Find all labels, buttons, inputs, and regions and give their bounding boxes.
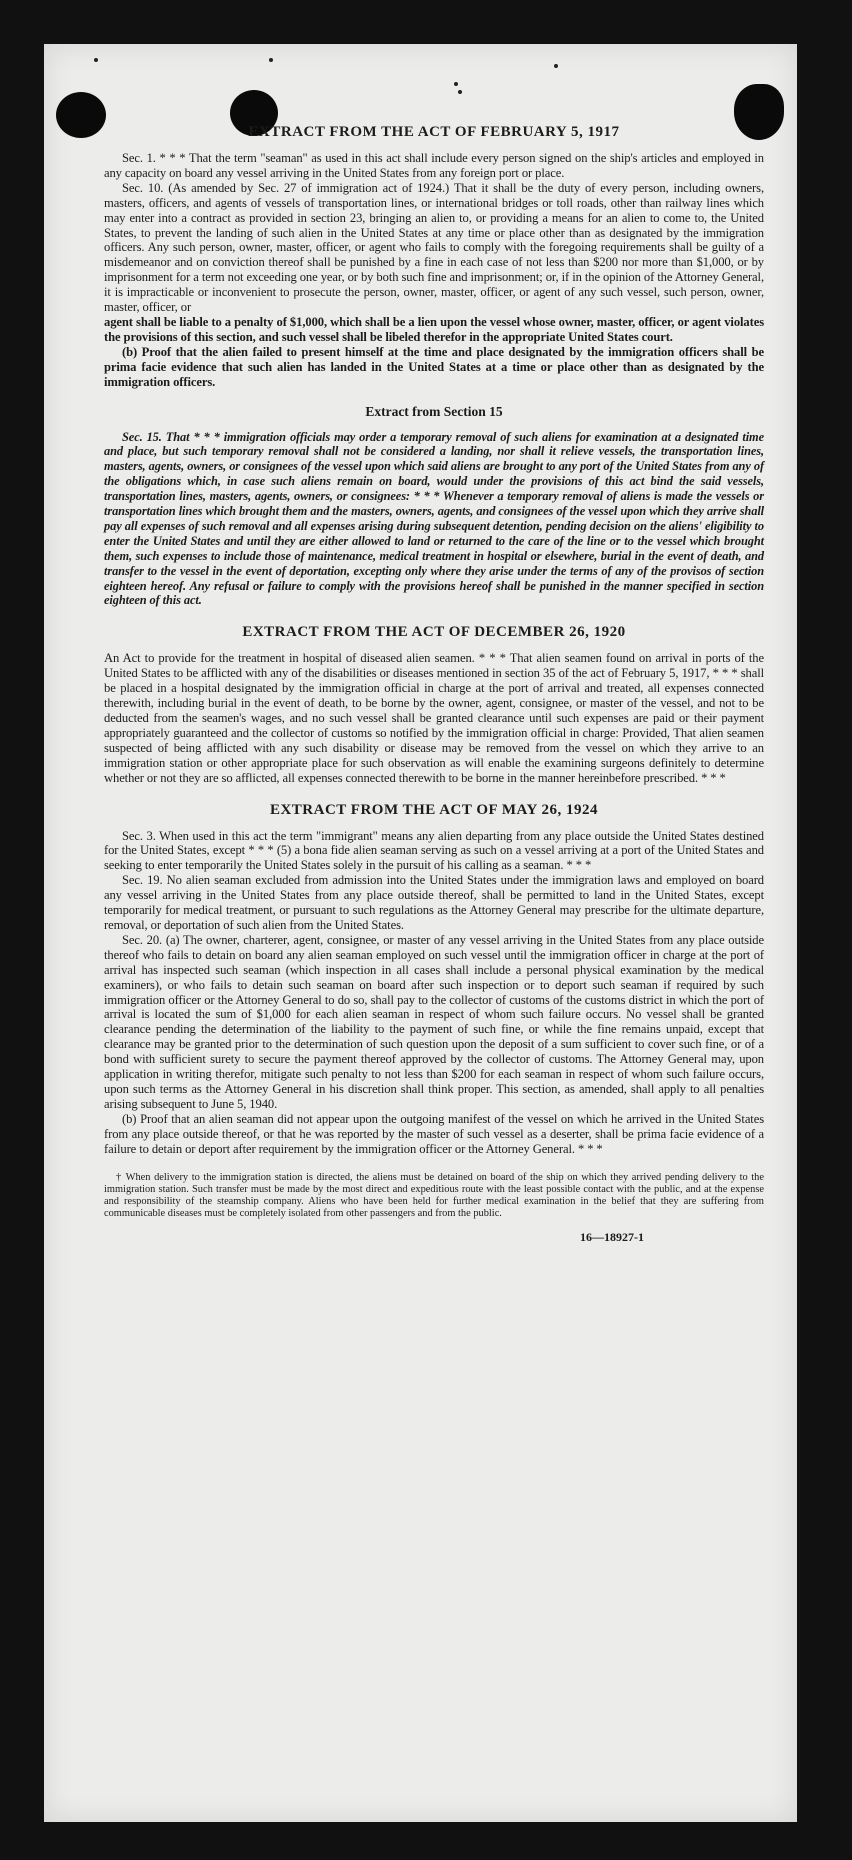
speck <box>554 64 558 68</box>
speck <box>269 58 273 62</box>
speck <box>454 82 458 86</box>
paragraph-sec-20-b: (b) Proof that an alien seaman did not appear upon the outgoing manifest of the vessel on which he arrived in the United States from any place outside thereof, or that he was reported by the master of such vessel as a deserter, shall be prima facie evidence of a failure to detain or deport after requirement by the immigration officer or the Attorney General. * * * <box>104 1111 764 1156</box>
paragraph-sec-20-a: Sec. 20. (a) The owner, charterer, agent, consignee, or master of any vessel arriving in the United States from any place outside thereof who fails to detain on board any alien seaman employed on such vessel until the immigration officer in charge at the port of arrival has inspected such seaman (which inspection in all cases shall include a personal physical examination by the medical examiners), or who fails to detain such seaman on board after such inspection or to deport such seaman if required by such immigration officer or the Attorney General to do so, shall pay to the collector of customs of the customs district in which the port of arrival is located the sum of $1,000 for each alien seaman in respect of whom such failure occurs. No vessel shall be granted clearance pending the determination of the liability to the payment of such fine, or while the fine remains unpaid, except that clearance may be granted prior to the determination of such question upon the deposit of a sum sufficient to cover such fine, or of a bond with sufficient surety to secure the payment thereof approved by the collector of customs. The Attorney General may, upon application in writing therefor, mitigate such penalty to not less than $200 for each seaman in respect of whom such failure occurs, upon such terms as the Attorney General in his discretion shall think proper. This section, as amended, shall apply to all penalties arising subsequent to June 5, 1940. <box>104 932 764 1111</box>
heading-act-1917: EXTRACT FROM THE ACT OF FEBRUARY 5, 1917 <box>248 124 620 140</box>
document-page <box>44 44 797 1822</box>
paragraph-sec-10-b: (b) Proof that the alien failed to present himself at the time and place designated by the immigration officers shall be prima facie evidence that such alien has landed in the United States at a time or place other than as designated by the immigration officers. <box>104 344 764 389</box>
paragraph-sec-3: Sec. 3. When used in this act the term "immigrant" means any alien departing from any place outside the United States destined for the United States, except * * * (5) a bona fide alien seaman serving as such on a vessel arriving at a port of the United States and seeking to enter temporarily the United States solely in the pursuit of his calling as a seaman. * * * <box>104 828 764 873</box>
punch-hole-left <box>56 92 106 138</box>
paragraph-sec-15: Sec. 15. That * * * immigration officials may order a temporary removal of such aliens for examination at a designated time and place, but such temporary removal shall not be considered a landing, nor shall it relieve vessels, the transportation lines, masters, agents, owners, or consignees of the vessel upon which said aliens are brought to any port of the United States from any of the obligations which, in case such aliens remain on board, would under the provisions of this act bind the said vessels, transportation lines, masters, agents, owners, or consignees: * * * Whenever a temporary removal of aliens is made the vessels or transportation lines which brought them and the masters, owners, agents, and consignees of the vessel upon which they arrive shall pay all expenses of such removal and all expenses arising during subsequent detention, pending decision on the aliens' eligibility to enter the United States and until they are either allowed to land or returned to the care of the line or to the vessel which brought them, such expenses to include those of maintenance, medical treatment in hospital or elsewhere, burial in the event of death, and transfer to the vessel in the event of deportation, excepting only where they arise under the terms of any of the provisos of section eighteen hereof. Any refusal or failure to comply with the provisions hereof shall be punished in the manner specified in section eighteen of this act. <box>104 429 764 608</box>
paragraph-sec-19: Sec. 19. No alien seaman excluded from admission into the United States under the immigration laws and employed on board any vessel arriving in the United States from any place outside thereof, shall be permitted to land in the United States, except temporarily for medical treatment, or pursuant to such regulations as the Attorney General may prescribe for the ultimate departure, removal, or deportation of such alien from the United States. <box>104 873 764 932</box>
speck <box>94 58 98 62</box>
paragraph-act-1920: An Act to provide for the treatment in hospital of diseased alien seamen. * * * That alien seamen found on arrival in ports of the United States to be afflicted with any of the disabilities or diseases mentioned in section 35 of the act of February 5, 1917, * * * shall be placed in a hospital designated by the immigration official in charge at the port of arrival and treated, all expenses connected therewith, including burial in the event of death, to be borne by the owner, agent, consignee, or master of the vessel, and not to be deducted from the seamen's wages, and no such vessel shall be granted clearance until such expenses are paid or their payment appropriately guaranteed and the collector of customs so notified by the immigration official in charge: Provided, That alien seamen suspected of being afflicted with any such disability or disease may be removed from the vessel on which they arrive to an immigration station or other appropriate place for such observation as will enable the examining surgeons definitely to determine whether or not they are so afflicted, all expenses connected therewith to be borne in the manner hereinbefore prescribed. * * * <box>104 651 764 785</box>
footnote: † When delivery to the immigration station is directed, the aliens must be detained on board of the ship on which they arrived pending delivery to the immigration station. Such transfer must be made by the most direct and expeditious route with the least possible contact with the public, and at the expense and responsibility of the steamship company. Aliens who have been held for further medical examination in the belief that they are suffering from communicable diseases must be completely isolated from other passengers and from the public. <box>104 1172 764 1220</box>
paragraph-sec-1: Sec. 1. * * * That the term "seaman" as used in this act shall include every person signed on the ship's articles and employed in any capacity on board any vessel arriving in the United States from any foreign port or place. <box>104 151 764 180</box>
heading-act-1924: EXTRACT FROM THE ACT OF MAY 26, 1924 <box>269 801 599 818</box>
speck <box>458 90 462 94</box>
paragraph-sec-10-penalty: agent shall be liable to a penalty of $1,000, which shall be a lien upon the vessel whose owner, master, officer, or agent violates the provisions of this section, and such vessel shall be libeled therefor in the appropriate United States court. <box>104 314 764 344</box>
heading-section-15: Extract from Section 15 <box>365 403 503 419</box>
document-body <box>104 124 764 1245</box>
paragraph-sec-10: Sec. 10. (As amended by Sec. 27 of immigration act of 1924.) That it shall be the duty of every person, including owners, masters, officers, and agents of vessels of transportation lines, or international bridges or toll roads, other than railway lines which may enter into a contract as provided in section 23, bringing an alien to, or providing a means for an alien to come to, the United States, to prevent the landing of such alien in the United States at any time or place other than as designated by the immigration officers. Any such person, owner, master, officer, or agent who fails to comply with the foregoing requirements shall be guilty of a misdemeanor and on conviction thereof shall be punished by a fine in each case of not less than $200 nor more than $1,000, or by imprisonment for a term not exceeding one year, or by both such fine and imprisonment; or, if in the opinion of the Attorney General, it is impracticable or inconvenient to prosecute the person, owner, master, officer, or agent of any such vessel, such person, owner, master, officer, or <box>104 180 764 315</box>
form-code: 16—18927-1 <box>580 1230 644 1245</box>
heading-act-1920: EXTRACT FROM THE ACT OF DECEMBER 26, 1920 <box>242 624 626 641</box>
